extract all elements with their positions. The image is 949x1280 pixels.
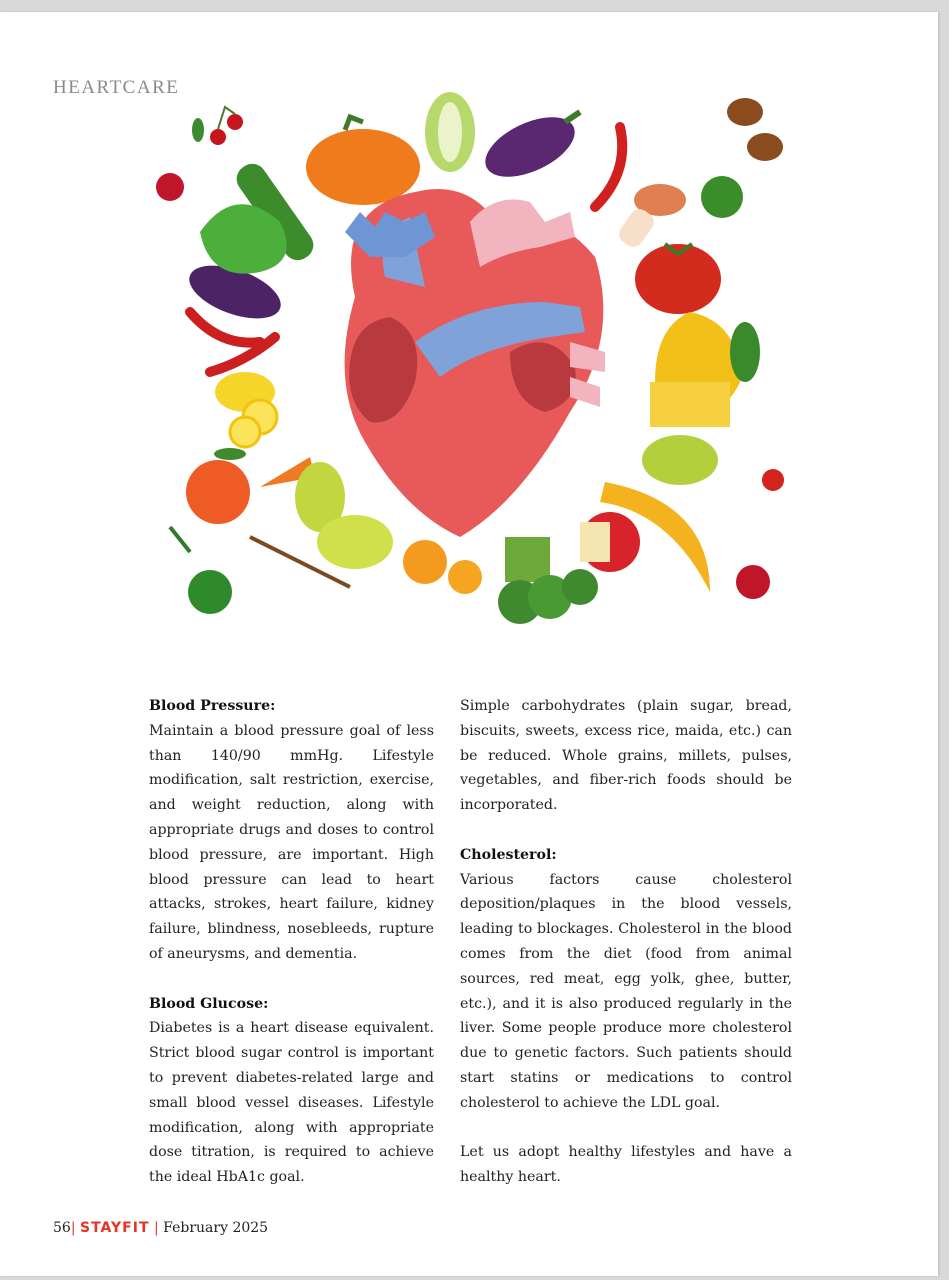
section-label: HEARTCARE xyxy=(53,77,180,98)
heading-blood-glucose: Blood Glucose: xyxy=(149,995,269,1012)
cucumber-slice-icon xyxy=(188,570,232,614)
left-column xyxy=(149,694,434,1190)
pear-icon xyxy=(642,435,718,485)
paragraph-blood-glucose: Diabetes is a heart disease equivalent. Strict blood sugar control is important to prevent diabetes-related large and small blood vessel diseases. Lifestyle modification, along with appropriate dose titration, is required to achieve the ideal HbA1c goal. xyxy=(149,1020,434,1186)
herb-sprig-icon xyxy=(170,527,190,552)
magazine-page xyxy=(0,12,938,1276)
heading-blood-pressure: Blood Pressure: xyxy=(149,698,276,714)
chili-icon xyxy=(595,127,622,207)
heart-icon xyxy=(345,189,605,537)
eggplant-icon xyxy=(476,105,583,189)
heading-cholesterol: Cholesterol: xyxy=(460,846,557,863)
paragraph-blood-pressure: Maintain a blood pressure goal of less than 140/90 mmHg. Lifestyle modification, salt restriction, exercise, and weight reduction, along with appropriate drugs and doses to control blood pressure, are important. High blood pressure can lead to heart attacks, strokes, heart failure, kidney failure, blindness, nosebleeds, rupture of aneurysms, and dementia. xyxy=(149,722,434,962)
page-number: 56 xyxy=(53,1220,71,1236)
heart-foods-illustration xyxy=(150,82,800,627)
right-column xyxy=(460,694,792,1190)
oranges-icon xyxy=(403,540,482,594)
tomato-icon xyxy=(635,244,721,314)
paragraph-carbohydrates: Simple carbohydrates (plain sugar, bread, biscuits, sweets, excess rice, maida, etc.) can be reduced. Whole grains, millets, pulses, vegetables, and fiber-rich foods should be incorporated. xyxy=(460,698,792,814)
strawberry-icon xyxy=(762,469,784,491)
brand-logo: STAYFIT xyxy=(80,1220,150,1236)
page-footer: 56| STAYFIT | February 2025 xyxy=(53,1220,269,1236)
chestnut-icon xyxy=(727,98,783,161)
apple-icon xyxy=(580,512,640,572)
issue-date: February 2025 xyxy=(163,1220,269,1236)
tomato-slice-icon xyxy=(156,173,184,201)
pumpkin-icon xyxy=(306,117,420,205)
lime-slice-icon xyxy=(701,176,743,218)
lettuce-icon xyxy=(425,92,475,172)
lemon-icon xyxy=(215,372,277,447)
mushroom-icon xyxy=(615,184,686,251)
paragraph-cholesterol: Various factors cause cholesterol deposition/plaques in the blood vessels, leading to blockages. Cholesterol in the blood comes from the diet (food from animal sources, red meat, egg yolk, ghee, butter, etc.), and it is also produced regularly in the liver. Some people produce more cholesterol due to genetic factors. Such patients should start statins or medications to control cholesterol to achieve the LDL goal. xyxy=(460,871,792,1111)
orange-icon xyxy=(186,448,250,524)
mango-icon xyxy=(650,312,760,427)
cherries-icon xyxy=(192,107,243,145)
paragraph-closing: Let us adopt healthy lifestyles and have a healthy heart. xyxy=(460,1144,792,1186)
chilies-icon xyxy=(190,312,275,372)
tomato-slice-small-icon xyxy=(736,565,770,599)
